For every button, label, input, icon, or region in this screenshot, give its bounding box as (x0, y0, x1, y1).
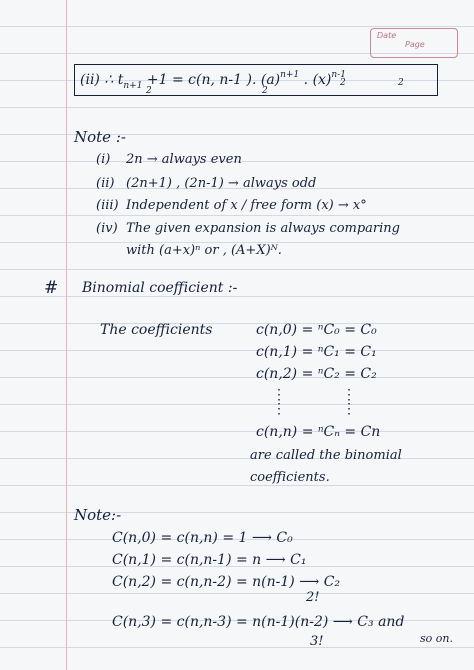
formula-den: 2 (262, 86, 268, 96)
note1-heading: Note :- (74, 128, 126, 146)
page-label: Page (405, 40, 425, 49)
dots-col2: ⋮ (342, 401, 356, 417)
note2-heading: Note:- (74, 506, 122, 524)
formula-rest2: . (x) (303, 72, 332, 88)
coefficient-line: c(n,1) = ⁿC₁ = C₁ (256, 344, 377, 360)
therefore-symbol: ∴ (104, 72, 114, 88)
binomial-heading: Binomial coefficient :- (82, 280, 238, 296)
note2-line: C(n,1) = c(n,n-1) = n ⟶ C₁ (112, 552, 307, 568)
note2-line: C(n,0) = c(n,n) = 1 ⟶ C₀ (112, 530, 293, 546)
formula-plus: +1 = c(n, n-1 (146, 72, 243, 88)
coefficient-line: c(n,2) = ⁿC₂ = C₂ (256, 366, 377, 382)
date-page-box (370, 28, 458, 58)
formula-rest: ). (a) (246, 72, 281, 88)
note1-item-text: 2n → always even (126, 152, 242, 167)
formula-exp2-den: 2 (398, 78, 404, 88)
formula-marker: (ii) (80, 72, 100, 88)
coefficient-line: c(n,0) = ⁿC₀ = C₀ (256, 322, 377, 338)
formula-exp1-den: 2 (340, 78, 346, 88)
note1-item-num: (iv) (96, 221, 118, 236)
formula-exp1: n+1 (280, 70, 300, 80)
note2-den: 3! (310, 634, 324, 649)
note2-line: C(n,3) = c(n,n-3) = n(n-1)(n-2) ⟶ C₃ and (112, 614, 405, 630)
dots-col1: ⋮ (272, 387, 286, 403)
note2-den: 2! (306, 590, 320, 605)
binomial-caption: coefficients. (250, 470, 330, 485)
note1-item-num: (ii) (96, 176, 115, 191)
note2-line: C(n,2) = c(n,n-2) = n(n-1) ⟶ C₂ (112, 574, 341, 590)
formula-lhs-sub: n+1 (123, 81, 143, 91)
note1-item-text: Independent of x / free form (x) → x° (126, 198, 367, 213)
note1-item-text: with (a+x)ⁿ or , (A+X)ᴺ. (126, 243, 282, 258)
note1-item-text: (2n+1) , (2n-1) → always odd (126, 176, 317, 191)
margin-line (66, 0, 67, 670)
binomial-caption: are called the binomial (250, 448, 402, 463)
formula-lhs-den: 2 (146, 86, 152, 96)
note1-item-text: The given expansion is always comparing (126, 221, 400, 236)
dots-col2: ⋮ (342, 387, 356, 403)
note1-item-num: (iii) (96, 198, 119, 213)
section-hash: # (44, 278, 59, 298)
note1-item-num: (i) (96, 152, 111, 167)
date-label: Date (377, 31, 397, 40)
so-on-text: so on. (420, 632, 453, 645)
formula-lhs: t (117, 72, 124, 88)
coefficient-line: c(n,n) = ⁿCₙ = Cn (256, 424, 381, 440)
dots-col1: ⋮ (272, 401, 286, 417)
formula-exp2: n-1 (331, 70, 346, 80)
formula-line (80, 70, 346, 91)
binomial-intro: The coefficients (100, 322, 213, 338)
